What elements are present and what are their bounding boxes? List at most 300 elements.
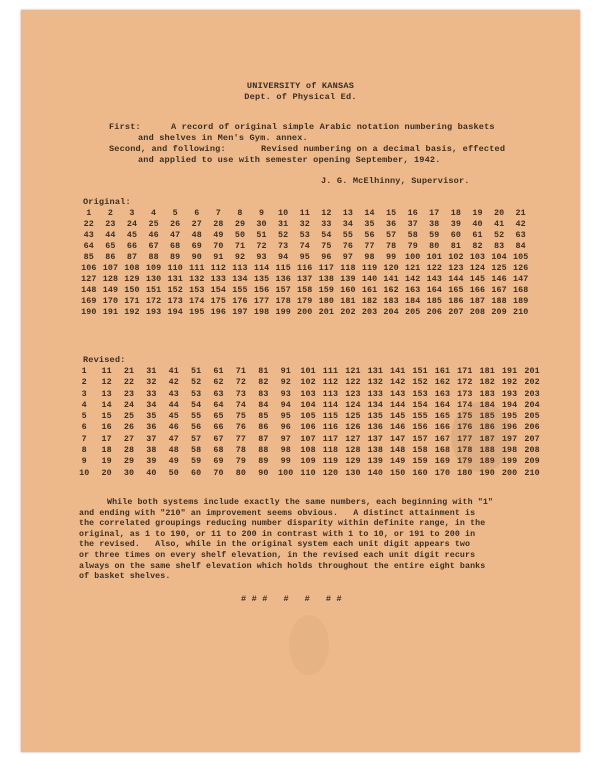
original-cell: 124: [469, 263, 486, 273]
original-cell: 25: [148, 219, 159, 229]
revised-cell: 157: [412, 433, 428, 444]
revised-cell: 110: [300, 467, 316, 478]
revised-cell: 207: [524, 433, 540, 444]
revised-cell: 201: [524, 366, 540, 376]
revised-cell: 65: [213, 411, 224, 422]
revised-cell: 205: [524, 411, 540, 422]
revised-cell: 169: [434, 456, 451, 467]
revised-cell: 54: [191, 399, 202, 410]
original-cell: 44: [105, 230, 116, 240]
original-cell: 205: [405, 307, 421, 317]
revised-cell: 170: [434, 467, 451, 478]
revised-cell: 36: [146, 422, 157, 433]
original-cell: 5: [172, 208, 178, 218]
revised-cell: 24: [123, 399, 135, 410]
original-cell: 46: [148, 230, 159, 240]
revised-cell: 49: [168, 456, 179, 467]
revised-cell: 85: [258, 411, 269, 422]
revised-cell: 198: [501, 445, 518, 456]
original-cell: 163: [405, 285, 421, 295]
original-cell: 174: [189, 296, 205, 306]
revised-cell: 184: [479, 399, 495, 410]
second-label: Second, and following:: [109, 144, 226, 154]
original-cell: 195: [189, 307, 205, 317]
original-cell: 116: [297, 263, 313, 273]
original-cell: 111: [189, 263, 205, 273]
first-label: First:: [109, 122, 141, 132]
revised-cell: 196: [501, 422, 518, 433]
revised-cell: 122: [345, 377, 361, 388]
original-cell: 69: [191, 241, 202, 251]
original-cell: 76: [342, 241, 354, 251]
original-cell: 121: [405, 263, 421, 273]
original-cell: 177: [253, 296, 270, 306]
revised-cell: 135: [367, 411, 383, 422]
closing-line: the revised. Also, while in the original system each unit digit appears two: [79, 540, 471, 550]
original-cell: 45: [126, 230, 138, 240]
revised-cell: 188: [479, 445, 495, 456]
original-cell: 95: [299, 252, 310, 262]
original-row: [78, 285, 531, 296]
original-cell: 162: [383, 285, 399, 295]
original-row: [78, 296, 531, 307]
original-cell: 176: [232, 296, 248, 306]
revised-cell: 69: [213, 456, 224, 467]
original-cell: 7: [215, 208, 221, 218]
revised-cell: 88: [258, 445, 269, 456]
original-cell: 132: [189, 274, 205, 284]
original-cell: 82: [472, 241, 483, 251]
revised-cell: 160: [412, 467, 428, 478]
original-cell: 149: [102, 285, 119, 295]
revised-cell: 137: [367, 433, 383, 444]
original-cell: 85: [83, 252, 94, 262]
original-cell: 79: [407, 241, 418, 251]
original-cell: 146: [491, 274, 507, 284]
original-cell: 114: [253, 263, 270, 273]
revised-cell: 105: [300, 411, 316, 422]
original-cell: 170: [102, 296, 119, 306]
revised-cell: 84: [258, 399, 269, 410]
revised-cell: 109: [300, 456, 316, 467]
first-text-line-1: A record of original simple Arabic notation numbering baskets: [171, 122, 495, 132]
original-cell: 106: [81, 263, 97, 273]
revised-cell: 180: [457, 467, 473, 478]
original-cell: 90: [191, 252, 202, 262]
revised-cell: 124: [345, 399, 361, 410]
original-cell: 206: [426, 307, 442, 317]
original-cell: 135: [253, 274, 270, 284]
original-cell: 48: [191, 230, 202, 240]
original-cell: 142: [405, 274, 421, 284]
original-cell: 39: [450, 219, 462, 229]
revised-cell: 167: [434, 433, 451, 444]
revised-cell: 66: [213, 422, 224, 433]
original-cell: 87: [126, 252, 138, 262]
revised-row: [73, 377, 543, 388]
revised-cell: 178: [457, 445, 473, 456]
revised-cell: 72: [235, 377, 247, 388]
revised-cell: 47: [168, 433, 179, 444]
revised-cell: 80: [235, 467, 247, 478]
original-row: [78, 274, 531, 285]
original-cell: 140: [361, 274, 378, 284]
revised-cell: 190: [479, 467, 495, 478]
original-cell: 102: [448, 252, 464, 262]
revised-cell: 92: [280, 377, 291, 388]
original-cell: 99: [385, 252, 397, 262]
original-cell: 75: [321, 241, 332, 251]
original-cell: 81: [450, 241, 462, 251]
original-cell: 65: [105, 241, 116, 251]
revised-cell: 153: [412, 388, 428, 399]
revised-cell: 132: [367, 377, 383, 388]
closing-line: of basket shelves.: [79, 572, 171, 582]
second-text-line-2: and applied to use with semester opening September, 1942.: [138, 155, 441, 165]
original-cell: 133: [210, 274, 227, 284]
revised-cell: 162: [434, 377, 451, 388]
revised-cell: 25: [123, 411, 135, 422]
revised-cell: 191: [501, 366, 518, 376]
original-cell: 55: [342, 230, 354, 240]
original-cell: 13: [342, 208, 354, 218]
closing-line: the correlated groupings reducing number disparity within definite range, in the: [79, 519, 486, 529]
revised-cell: 173: [457, 388, 473, 399]
revised-cell: 94: [280, 399, 291, 410]
original-cell: 167: [491, 285, 507, 295]
revised-cell: 199: [501, 456, 518, 467]
original-cell: 94: [278, 252, 289, 262]
revised-cell: 134: [367, 399, 383, 410]
original-row: [78, 208, 531, 219]
original-cell: 138: [318, 274, 335, 284]
original-cell: 171: [124, 296, 140, 306]
revised-cell: 87: [258, 433, 269, 444]
revised-cell: 171: [457, 366, 473, 376]
revised-cell: 150: [389, 467, 406, 478]
closing-paragraph: [79, 498, 493, 583]
revised-cell: 152: [412, 377, 428, 388]
revised-cell: 106: [300, 422, 316, 433]
closing-line: always on the same shelf elevation which holds throughout the entire eight banks: [79, 561, 486, 571]
revised-cell: 73: [235, 388, 247, 399]
faint-stain: [289, 615, 329, 675]
revised-cell: 120: [322, 467, 339, 478]
original-cell: 166: [469, 285, 486, 295]
revised-cell: 4: [81, 399, 87, 410]
original-cell: 159: [318, 285, 335, 295]
original-cell: 145: [469, 274, 486, 284]
revised-cell: 2: [81, 377, 87, 388]
original-cell: 12: [321, 208, 332, 218]
original-cell: 168: [512, 285, 529, 295]
revised-cell: 78: [235, 445, 247, 456]
revised-cell: 34: [146, 399, 157, 410]
revised-cell: 70: [213, 467, 224, 478]
revised-cell: 99: [280, 456, 291, 467]
revised-cell: 19: [101, 456, 112, 467]
revised-cell: 181: [479, 366, 495, 376]
original-cell: 147: [512, 274, 529, 284]
revised-cell: 126: [345, 422, 361, 433]
original-row: [78, 252, 531, 263]
original-cell: 17: [429, 208, 440, 218]
revised-cell: 141: [389, 366, 406, 376]
original-cell: 70: [213, 241, 224, 251]
original-cell: 47: [170, 230, 181, 240]
original-number-table: [78, 208, 531, 318]
revised-cell: 121: [345, 366, 361, 376]
revised-cell: 104: [300, 399, 316, 410]
original-cell: 58: [407, 230, 418, 240]
original-cell: 11: [299, 208, 310, 218]
original-cell: 180: [318, 296, 335, 306]
revised-cell: 55: [191, 411, 202, 422]
original-cell: 80: [429, 241, 440, 251]
original-cell: 4: [151, 208, 157, 218]
revised-cell: 185: [479, 411, 495, 422]
original-cell: 74: [299, 241, 310, 251]
revised-cell: 175: [457, 411, 473, 422]
revised-cell: 143: [389, 388, 406, 399]
original-cell: 104: [491, 252, 507, 262]
revised-cell: 18: [101, 445, 112, 456]
original-cell: 84: [515, 241, 526, 251]
revised-cell: 163: [434, 388, 451, 399]
revised-cell: 116: [322, 422, 339, 433]
revised-cell: 192: [501, 377, 518, 388]
original-cell: 182: [361, 296, 378, 306]
revised-cell: 13: [101, 388, 112, 399]
revised-cell: 119: [322, 456, 339, 467]
revised-cell: 91: [280, 366, 291, 376]
revised-cell: 200: [501, 467, 518, 478]
first-text-line-2: and shelves in Men's Gym. annex.: [138, 133, 308, 143]
original-cell: 35: [364, 219, 375, 229]
original-cell: 120: [383, 263, 399, 273]
original-cell: 204: [383, 307, 399, 317]
original-cell: 207: [448, 307, 464, 317]
original-cell: 50: [234, 230, 246, 240]
revised-cell: 98: [280, 445, 291, 456]
original-cell: 127: [81, 274, 97, 284]
original-cell: 179: [297, 296, 313, 306]
original-cell: 136: [275, 274, 291, 284]
revised-cell: 131: [367, 366, 383, 376]
original-cell: 43: [83, 230, 94, 240]
revised-cell: 189: [479, 456, 495, 467]
revised-cell: 182: [479, 377, 495, 388]
revised-cell: 172: [457, 377, 473, 388]
closing-line: and ending with "210" an improvement seems obvious. A distinct attainment is: [79, 508, 476, 518]
revised-cell: 166: [434, 422, 451, 433]
revised-cell: 129: [345, 456, 361, 467]
revised-cell: 179: [457, 456, 473, 467]
original-cell: 148: [81, 285, 97, 295]
revised-cell: 151: [412, 366, 428, 376]
end-marks: # # # # # # #: [241, 594, 342, 604]
revised-cell: 39: [146, 456, 157, 467]
revised-cell: 46: [168, 422, 179, 433]
revised-cell: 209: [524, 456, 540, 467]
original-cell: 42: [515, 219, 526, 229]
revised-cell: 96: [280, 422, 291, 433]
original-cell: 165: [448, 285, 464, 295]
original-cell: 141: [383, 274, 399, 284]
revised-row: [73, 366, 543, 377]
revised-cell: 48: [168, 445, 179, 456]
revised-cell: 210: [524, 467, 540, 478]
original-cell: 53: [299, 230, 310, 240]
revised-cell: 44: [168, 399, 179, 410]
revised-cell: 58: [191, 445, 202, 456]
original-cell: 21: [515, 208, 526, 218]
revised-cell: 195: [501, 411, 518, 422]
original-row: [78, 263, 531, 274]
revised-cell: 50: [168, 467, 179, 478]
revised-cell: 38: [146, 445, 157, 456]
revised-cell: 33: [146, 388, 157, 399]
original-cell: 130: [145, 274, 162, 284]
original-cell: 108: [124, 263, 140, 273]
original-cell: 117: [318, 263, 335, 273]
original-cell: 91: [213, 252, 224, 262]
original-cell: 192: [124, 307, 140, 317]
document-page: [21, 10, 580, 752]
revised-cell: 102: [300, 377, 316, 388]
revised-cell: 56: [191, 422, 202, 433]
original-cell: 178: [275, 296, 291, 306]
original-cell: 209: [491, 307, 507, 317]
original-cell: 61: [472, 230, 483, 240]
original-cell: 8: [237, 208, 243, 218]
original-cell: 107: [102, 263, 119, 273]
revised-cell: 95: [280, 411, 291, 422]
original-cell: 30: [256, 219, 267, 229]
revised-cell: 168: [434, 445, 451, 456]
original-cell: 199: [275, 307, 291, 317]
revised-cell: 127: [345, 433, 361, 444]
original-cell: 187: [469, 296, 486, 306]
original-cell: 24: [126, 219, 138, 229]
revised-cell: 208: [524, 445, 540, 456]
original-cell: 56: [364, 230, 375, 240]
original-cell: 196: [210, 307, 227, 317]
original-cell: 40: [472, 219, 483, 229]
revised-cell: 61: [213, 366, 224, 376]
revised-cell: 22: [123, 377, 135, 388]
original-cell: 51: [256, 230, 267, 240]
original-cell: 64: [83, 241, 94, 251]
original-cell: 128: [102, 274, 119, 284]
original-cell: 158: [297, 285, 313, 295]
revised-cell: 111: [322, 366, 339, 376]
original-cell: 96: [321, 252, 332, 262]
revised-cell: 32: [146, 377, 157, 388]
original-cell: 60: [450, 230, 462, 240]
original-row: [78, 219, 531, 230]
original-cell: 26: [170, 219, 181, 229]
original-cell: 88: [148, 252, 159, 262]
original-cell: 3: [129, 208, 135, 218]
original-cell: 73: [278, 241, 289, 251]
original-cell: 193: [145, 307, 162, 317]
revised-cell: 82: [258, 377, 269, 388]
revised-cell: 165: [434, 411, 451, 422]
revised-cell: 8: [81, 445, 87, 456]
revised-cell: 86: [258, 422, 269, 433]
original-cell: 153: [189, 285, 205, 295]
original-label: Original:: [83, 197, 131, 207]
original-cell: 72: [256, 241, 267, 251]
original-cell: 198: [253, 307, 270, 317]
original-cell: 157: [275, 285, 291, 295]
original-cell: 33: [321, 219, 332, 229]
original-cell: 151: [145, 285, 162, 295]
original-cell: 110: [167, 263, 183, 273]
revised-cell: 164: [434, 399, 451, 410]
revised-cell: 204: [524, 399, 540, 410]
original-cell: 152: [167, 285, 183, 295]
closing-line: or three times on every shelf elevation, in the revised each unit digit recurs: [79, 550, 476, 560]
revised-cell: 40: [146, 467, 157, 478]
original-cell: 27: [191, 219, 202, 229]
original-cell: 181: [340, 296, 356, 306]
original-cell: 105: [512, 252, 529, 262]
original-row: [78, 307, 531, 318]
revised-cell: 97: [280, 433, 291, 444]
revised-cell: 67: [213, 433, 224, 444]
original-cell: 210: [512, 307, 529, 317]
revised-cell: 37: [146, 433, 157, 444]
original-cell: 186: [448, 296, 464, 306]
original-cell: 197: [232, 307, 248, 317]
revised-cell: 193: [501, 388, 518, 399]
revised-label: Revised:: [83, 355, 126, 365]
original-cell: 14: [364, 208, 375, 218]
original-cell: 66: [126, 241, 138, 251]
original-cell: 154: [210, 285, 227, 295]
original-cell: 29: [234, 219, 246, 229]
revised-cell: 177: [457, 433, 473, 444]
original-cell: 125: [491, 263, 507, 273]
revised-cell: 7: [81, 433, 87, 444]
revised-cell: 45: [168, 411, 179, 422]
revised-cell: 21: [123, 366, 135, 376]
revised-cell: 10: [79, 467, 90, 478]
original-cell: 202: [340, 307, 356, 317]
original-cell: 190: [81, 307, 97, 317]
original-cell: 59: [429, 230, 440, 240]
revised-cell: 79: [235, 456, 247, 467]
revised-cell: 136: [367, 422, 383, 433]
revised-cell: 133: [367, 388, 383, 399]
original-cell: 144: [448, 274, 464, 284]
original-cell: 52: [278, 230, 289, 240]
original-cell: 161: [361, 285, 378, 295]
revised-cell: 27: [123, 433, 135, 444]
revised-cell: 144: [389, 399, 406, 410]
original-cell: 189: [512, 296, 529, 306]
original-cell: 164: [426, 285, 442, 295]
original-cell: 101: [426, 252, 442, 262]
revised-cell: 123: [345, 388, 361, 399]
revised-cell: 51: [191, 366, 202, 376]
revised-cell: 113: [322, 388, 339, 399]
original-cell: 129: [124, 274, 140, 284]
original-cell: 175: [210, 296, 227, 306]
revised-cell: 155: [412, 411, 428, 422]
